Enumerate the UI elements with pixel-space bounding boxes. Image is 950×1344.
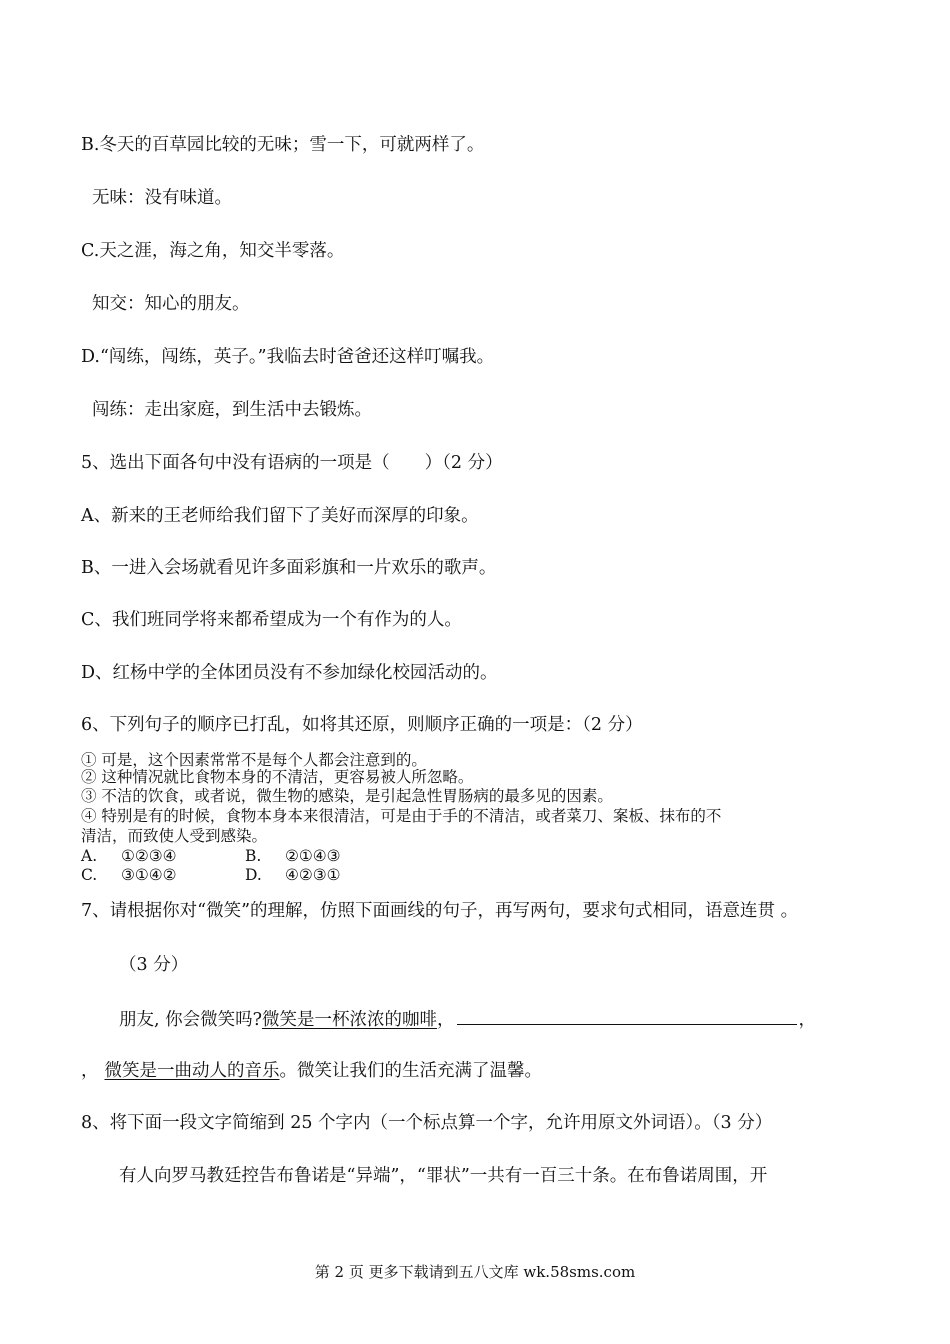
q7-line-1-sep: ，: [437, 1010, 455, 1030]
q7-points: （3 分）: [119, 955, 189, 975]
q6-sentence-3: ③ 不洁的饮食，或者说，微生物的感染，是引起急性胃肠病的最多见的因素。: [81, 787, 613, 805]
q6-choices-row-1: [81, 848, 341, 865]
q7-stem: 7、请根据你对“微笑”的理解，仿照下面画线的句子，再写两句，要求句式相同，语意连贯 。: [81, 901, 799, 921]
q7-example-sentence-2: 微笑是一曲动人的音乐: [104, 1061, 280, 1081]
q7-line-1-prefix: 朋友, 你会微笑吗?: [119, 1010, 263, 1030]
q4-option-d: D.“闯练，闯练，英子。”我临去时爸爸还这样叮嘱我。: [81, 347, 495, 367]
q6-choice-a-label: A.: [81, 847, 98, 865]
page-footer: 第 2 页 更多下载请到五八文库 wk.58sms.com: [314, 1263, 636, 1281]
q7-line-1-end: ，: [798, 1010, 817, 1030]
q7-example-sentence-1: 微笑是一杯浓浓的咖啡: [262, 1010, 438, 1030]
q5-option-a: A、新来的王老师给我们留下了美好而深厚的印象。: [81, 506, 479, 526]
q6-sentence-1: ① 可是，这个因素常常不是每个人都会注意到的。: [81, 751, 427, 769]
q6-choice-d-label: D.: [245, 866, 262, 884]
q6-choice-c-label: C.: [81, 866, 98, 884]
q7-answer-blank[interactable]: [457, 1006, 797, 1025]
q4-option-d-note: 闯练：走出家庭，到生活中去锻炼。: [92, 400, 372, 420]
q6-sentence-4: ④ 特别是有的时候，食物本身本来很清洁，可是由于手的不清洁，或者菜刀、案板、抹布的不: [81, 807, 722, 825]
q8-stem: 8、将下面一段文字简缩到 25 个字内（一个标点算一个字，允许用原文外词语）。（3 分）: [81, 1113, 773, 1133]
q6-sentence-2: ② 这种情况就比食物本身的不清洁，更容易被人所忽略。: [81, 768, 474, 786]
q6-choice-b-value: ②①④③: [285, 847, 341, 865]
q6-choice-d-value: ④②③①: [285, 866, 341, 884]
q5-option-d: D、红杨中学的全体团员没有不参加绿化校园活动的。: [81, 663, 498, 683]
q6-choices-row-2: [81, 867, 341, 884]
q5-stem: 5、选出下面各句中没有语病的一项是（ ）（2 分）: [81, 453, 503, 473]
q4-option-c: C.天之涯，海之角，知交半零落。: [81, 241, 345, 261]
q7-line-2-suffix: 。微笑让我们的生活充满了温馨。: [279, 1061, 542, 1081]
q7-line-2-prefix: ，: [81, 1061, 99, 1081]
q6-choice-b-label: B.: [245, 847, 262, 865]
q4-option-b-note: 无味：没有味道。: [92, 188, 232, 208]
q6-stem: 6、下列句子的顺序已打乱，如将其还原，则顺序正确的一项是：（2 分）: [81, 715, 643, 735]
q5-option-b: B、一进入会场就看见许多面彩旗和一片欢乐的歌声。: [81, 558, 497, 578]
q8-passage: 有人向罗马教廷控告布鲁诺是“异端”，“罪状”一共有一百三十条。在布鲁诺周围，开: [119, 1166, 768, 1186]
q5-option-c: C、我们班同学将来都希望成为一个有作为的人。: [81, 610, 462, 630]
q6-choice-c-value: ③①④②: [121, 866, 177, 884]
q6-sentence-4-cont: 清洁，而致使人受到感染。: [81, 827, 268, 845]
q7-line-2: [81, 1059, 542, 1083]
q4-option-b: B.冬天的百草园比较的无味；雪一下，可就两样了。: [81, 135, 485, 155]
q6-choice-a-value: ①②③④: [121, 847, 177, 865]
q7-line-1: [119, 1006, 816, 1032]
q4-option-c-note: 知交：知心的朋友。: [92, 294, 250, 314]
